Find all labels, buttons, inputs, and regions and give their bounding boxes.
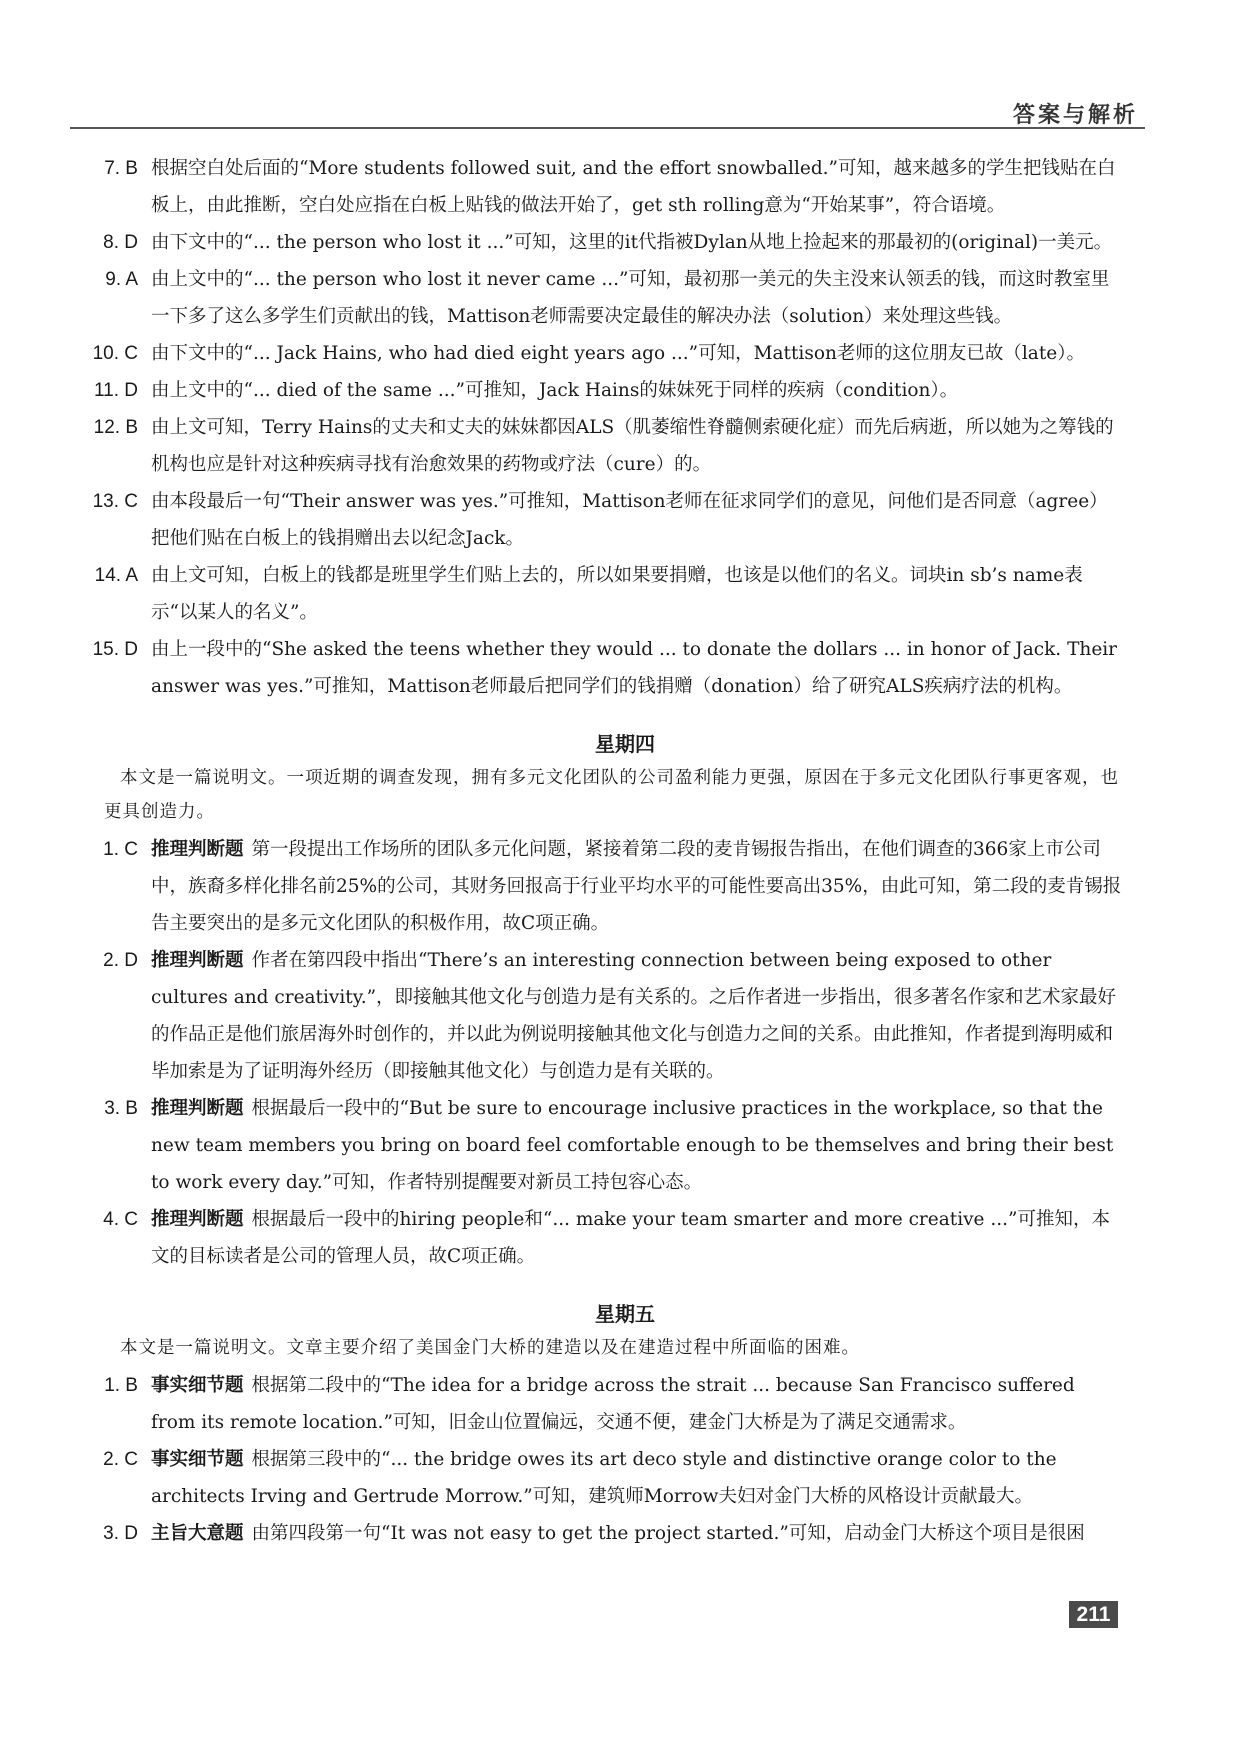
answer-item <box>0 942 1250 1090</box>
answer-number: 7. B <box>104 158 138 179</box>
question-type: 事实细节题 <box>151 1449 244 1470</box>
question-type: 事实细节题 <box>151 1375 244 1396</box>
answer-explanation: 由第四段第一句“It was not easy to get the project started.”可知，启动金门大桥这个项目是很困 <box>251 1523 1085 1544</box>
answers-part-a <box>0 150 1250 705</box>
answer-number: 12. B <box>93 417 138 438</box>
answer-number: 4. C <box>103 1209 138 1230</box>
section-intro-thursday: 本文是一篇说明文。一项近期的调查发现，拥有多元文化团队的公司盈利能力更强，原因在于多元文化团队行事更客观，也更具创造力。 <box>104 768 1119 822</box>
answer-item <box>0 335 1250 372</box>
section-title-thursday: 星期四 <box>595 732 655 756</box>
section-intro-friday: 本文是一篇说明文。文章主要介绍了美国金门大桥的建造以及在建造过程中所面临的困难。 <box>120 1338 860 1358</box>
answer-explanation: 由下文中的“... Jack Hains, who had died eight years ago ...”可知，Mattison老师的这位朋友已故（late）。 <box>151 343 1085 364</box>
answer-item <box>0 631 1250 705</box>
question-type: 推理判断题 <box>151 1098 244 1119</box>
answer-item <box>0 150 1250 224</box>
answer-item <box>0 261 1250 335</box>
answer-explanation: 根据第二段中的“The idea for a bridge across the strait ... because San Francisco suffered from its remote location.”可知，旧金山位置偏远，交通不便，建金门大桥是为了满足交通需求。 <box>151 1375 1075 1433</box>
page-number: 211 <box>1069 1601 1118 1628</box>
answer-item <box>0 224 1250 261</box>
answers-thursday <box>0 831 1250 1275</box>
question-type: 推理判断题 <box>151 839 244 860</box>
answer-number: 2. C <box>103 1449 138 1470</box>
answer-item <box>0 1441 1250 1515</box>
answer-explanation: 由上一段中的“She asked the teens whether they would ... to donate the dollars ... in honor of Jack. Their answer was yes.”可推知，Mattison老师最后把同学们的钱捐赠（donation）给了研究ALS疾病疗法的机构。 <box>151 639 1118 697</box>
answer-number: 13. C <box>92 491 138 512</box>
answer-explanation: 由下文中的“... the person who lost it ...”可知，这里的it代指被Dylan从地上捡起来的那最初的(original)一美元。 <box>151 232 1113 253</box>
answer-number: 1. B <box>104 1375 138 1396</box>
header-rule <box>70 127 1145 129</box>
answer-number: 3. D <box>103 1523 138 1544</box>
answer-explanation: 根据最后一段中的“But be sure to encourage inclusive practices in the workplace, so that the new team members you bring on board feel comfortable enough to be themselves and bring their best to work every day.”可知，作者特别提醒要对新员工持包容心态。 <box>151 1098 1114 1193</box>
answer-item <box>0 1367 1250 1441</box>
question-type: 推理判断题 <box>151 950 244 971</box>
answer-number: 3. B <box>104 1098 138 1119</box>
answer-number: 8. D <box>103 232 138 253</box>
answer-explanation: 第一段提出工作场所的团队多元化问题，紧接着第二段的麦肯锡报告指出，在他们调查的366家上市公司中，族裔多样化排名前25%的公司，其财务回报高于行业平均水平的可能性要高出35%，由此可知，第二段的麦肯锡报告主要突出的是多元文化团队的积极作用，故C项正确。 <box>151 839 1122 934</box>
answer-number: 15. D <box>92 639 138 660</box>
answers-friday <box>0 1367 1250 1552</box>
answer-item <box>0 483 1250 557</box>
answer-number: 1. C <box>103 839 138 860</box>
answer-number: 14. A <box>94 565 138 586</box>
answer-item <box>0 831 1250 942</box>
section-title-friday: 星期五 <box>595 1302 655 1326</box>
answer-explanation: 由上文可知，Terry Hains的丈夫和丈夫的妹妹都因ALS（肌萎缩性脊髓侧索硬化症）而先后病逝，所以她为之筹钱的机构也应是针对这种疾病寻找有治愈效果的药物或疗法（cure）的。 <box>151 417 1114 475</box>
answer-explanation: 根据第三段中的“... the bridge owes its art deco style and distinctive orange color to the architects Irving and Gertrude Morrow.”可知，建筑师Morrow夫妇对金门大桥的风格设计贡献最大。 <box>151 1449 1057 1507</box>
answer-explanation: 根据空白处后面的“More students followed suit, and the effort snowballed.”可知，越来越多的学生把钱贴在白板上，由此推断，空白处应指在白板上贴钱的做法开始了，get sth rolling意为“开始某事”，符合语境。 <box>151 158 1116 216</box>
answer-explanation: 由本段最后一句“Their answer was yes.”可推知，Mattison老师在征求同学们的意见，问他们是否同意（agree）把他们贴在白板上的钱捐赠出去以纪念Jack。 <box>151 491 1108 549</box>
answer-item <box>0 1090 1250 1201</box>
answer-item <box>0 557 1250 631</box>
answer-item <box>0 1201 1250 1275</box>
answer-explanation: 由上文可知，白板上的钱都是班里学生们贴上去的，所以如果要捐赠，也该是以他们的名义。词块in sb’s name表示“以某人的名义”。 <box>151 565 1083 623</box>
answer-item <box>0 1515 1250 1552</box>
answer-explanation: 根据最后一段中的hiring people和“... make your team smarter and more creative ...”可推知，本文的目标读者是公司的管理人员，故C项正确。 <box>151 1209 1110 1267</box>
answer-item <box>0 372 1250 409</box>
question-type: 主旨大意题 <box>151 1523 244 1544</box>
answer-number: 10. C <box>92 343 138 364</box>
answer-explanation: 由上文中的“... died of the same ...”可推知，Jack Hains的妹妹死于同样的疾病（condition）。 <box>151 380 959 401</box>
running-header: 答案与解析 <box>1012 103 1138 128</box>
answer-explanation: 作者在第四段中指出“There’s an interesting connection between being exposed to other cultures and creativity.”，即接触其他文化与创造力是有关系的。之后作者进一步指出，很多著名作家和艺术家最好的作品正是他们旅居海外时创作的，并以此为例说明接触其他文化与创造力之间的关系。由此推知，作者提到海明威和毕加索是为了证明海外经历（即接触其他文化）与创造力是有关联的。 <box>151 950 1117 1082</box>
answer-explanation: 由上文中的“... the person who lost it never came ...”可知，最初那一美元的失主没来认领丢的钱，而这时教室里一下多了这么多学生们贡献出的钱，Mattison老师需要决定最佳的解决办法（solution）来处理这些钱。 <box>151 269 1110 327</box>
answer-number: 2. D <box>103 950 138 971</box>
answer-number: 9. A <box>105 269 138 290</box>
answer-item <box>0 409 1250 483</box>
question-type: 推理判断题 <box>151 1209 244 1230</box>
answer-content <box>0 150 1250 1552</box>
answer-number: 11. D <box>93 380 138 401</box>
